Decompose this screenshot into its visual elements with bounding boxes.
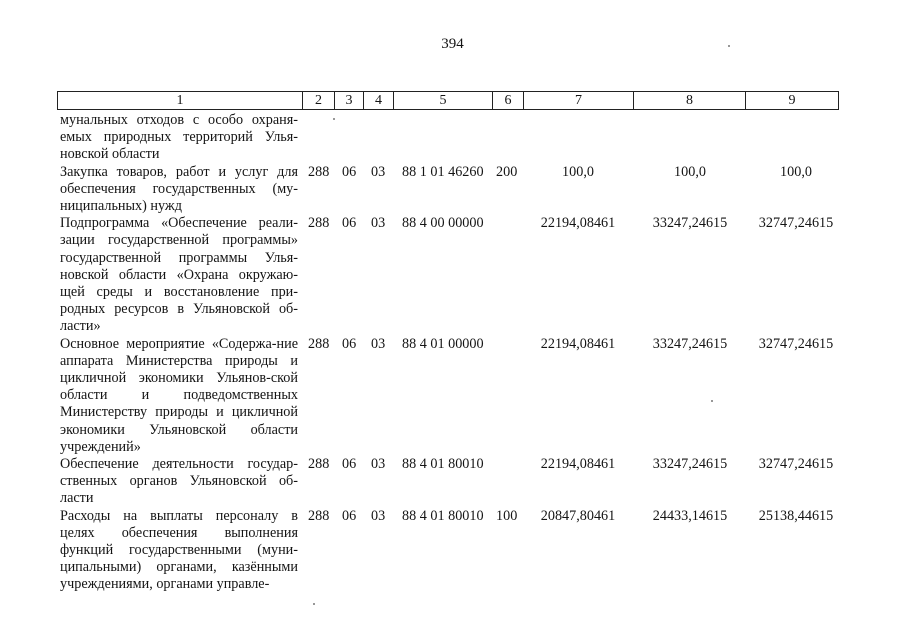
cell-col-3: 06 bbox=[342, 215, 357, 232]
cell-col-7: 22194,08461 bbox=[540, 456, 616, 473]
header-col-9: 9 bbox=[788, 93, 796, 108]
cell-col-8: 33247,24615 bbox=[652, 215, 728, 232]
cell-col-7: 20847,80461 bbox=[540, 507, 616, 524]
cell-col-5: 88 4 00 00000 bbox=[402, 215, 484, 232]
cell-col-8: 33247,24615 bbox=[652, 335, 728, 352]
row-description: Подпрограмма «Обеспечение реали-зации государственной программы» государственной программы Улья-новской области «Охрана окружаю-щей среды и восстановление при-родных ресурсов в Ульяновской об-ласти» bbox=[60, 215, 298, 335]
table-header-row bbox=[57, 91, 839, 110]
header-col-7: 7 bbox=[524, 92, 634, 109]
cell-col-3: 06 bbox=[342, 335, 357, 352]
header-col-5: 5 bbox=[394, 92, 493, 109]
row-description: Расходы на выплаты персоналу в целях обеспечения выполнения функций государственными (муни-ципальными) органами, казёнными учреждениями, органами управле- bbox=[60, 507, 298, 593]
table-body bbox=[60, 112, 840, 594]
cell-col-9: 32747,24615 bbox=[758, 335, 834, 352]
row-description: Обеспечение деятельности государ-ственных органов Ульяновской об-ласти bbox=[60, 456, 298, 507]
cell-col-5: 88 4 01 80010 bbox=[402, 456, 484, 473]
header-col-2: 2 bbox=[303, 92, 335, 109]
cell-col-7: 22194,08461 bbox=[540, 335, 616, 352]
cell-col-9: 100,0 bbox=[780, 163, 812, 180]
cell-col-4: 03 bbox=[371, 335, 386, 352]
cell-col-2: 288 bbox=[308, 215, 330, 232]
cell-col-5: 88 1 01 46260 bbox=[402, 163, 484, 180]
cell-col-4: 03 bbox=[371, 163, 386, 180]
cell-col-4: 03 bbox=[371, 215, 386, 232]
cell-col-5: 88 4 01 80010 bbox=[402, 507, 484, 524]
cell-col-8: 24433,14615 bbox=[652, 507, 728, 524]
cell-col-6: 200 bbox=[496, 163, 518, 180]
scan-speck bbox=[728, 45, 730, 47]
table-row bbox=[60, 456, 840, 508]
table-row bbox=[60, 215, 840, 335]
scan-speck bbox=[711, 400, 713, 402]
cell-col-7: 100,0 bbox=[562, 163, 594, 180]
cell-col-9: 32747,24615 bbox=[758, 456, 834, 473]
cell-col-6: 100 bbox=[496, 507, 518, 524]
page-number: 394 bbox=[441, 36, 464, 52]
table-row bbox=[60, 508, 840, 594]
cell-col-3: 06 bbox=[342, 163, 357, 180]
header-col-6: 6 bbox=[493, 92, 524, 109]
cell-col-8: 33247,24615 bbox=[652, 456, 728, 473]
cell-col-8: 100,0 bbox=[674, 163, 706, 180]
scan-speck bbox=[313, 603, 315, 605]
cell-col-9: 25138,44615 bbox=[758, 507, 834, 524]
cell-col-4: 03 bbox=[371, 507, 386, 524]
row-description: Основное мероприятие «Содержа-ние аппарата Министерства природы и цикличной экономики Ульянов-ской области и подведомственных Министерству природы и цикличной экономики Ульяновской области учреждений» bbox=[60, 335, 298, 455]
cell-col-3: 06 bbox=[342, 507, 357, 524]
cell-col-7: 22194,08461 bbox=[540, 215, 616, 232]
table-row bbox=[60, 164, 840, 216]
table-row bbox=[60, 336, 840, 456]
header-col-4: 4 bbox=[364, 92, 394, 109]
table-row bbox=[60, 112, 840, 164]
cell-col-2: 288 bbox=[308, 456, 330, 473]
cell-col-5: 88 4 01 00000 bbox=[402, 335, 484, 352]
cell-col-9: 32747,24615 bbox=[758, 215, 834, 232]
row-description: мунальных отходов с особо охраня-емых природных территорий Улья-новской области bbox=[60, 112, 298, 163]
row-description: Закупка товаров, работ и услуг для обеспечения государственных (му-ниципальных) нужд bbox=[60, 163, 298, 215]
scan-speck bbox=[333, 118, 335, 120]
cell-col-3: 06 bbox=[342, 456, 357, 473]
cell-col-2: 288 bbox=[308, 163, 330, 180]
header-col-3: 3 bbox=[335, 92, 364, 109]
header-col-8: 8 bbox=[634, 92, 746, 109]
header-col-1: 1 bbox=[58, 92, 303, 109]
cell-col-4: 03 bbox=[371, 456, 386, 473]
cell-col-2: 288 bbox=[308, 335, 330, 352]
cell-col-2: 288 bbox=[308, 507, 330, 524]
